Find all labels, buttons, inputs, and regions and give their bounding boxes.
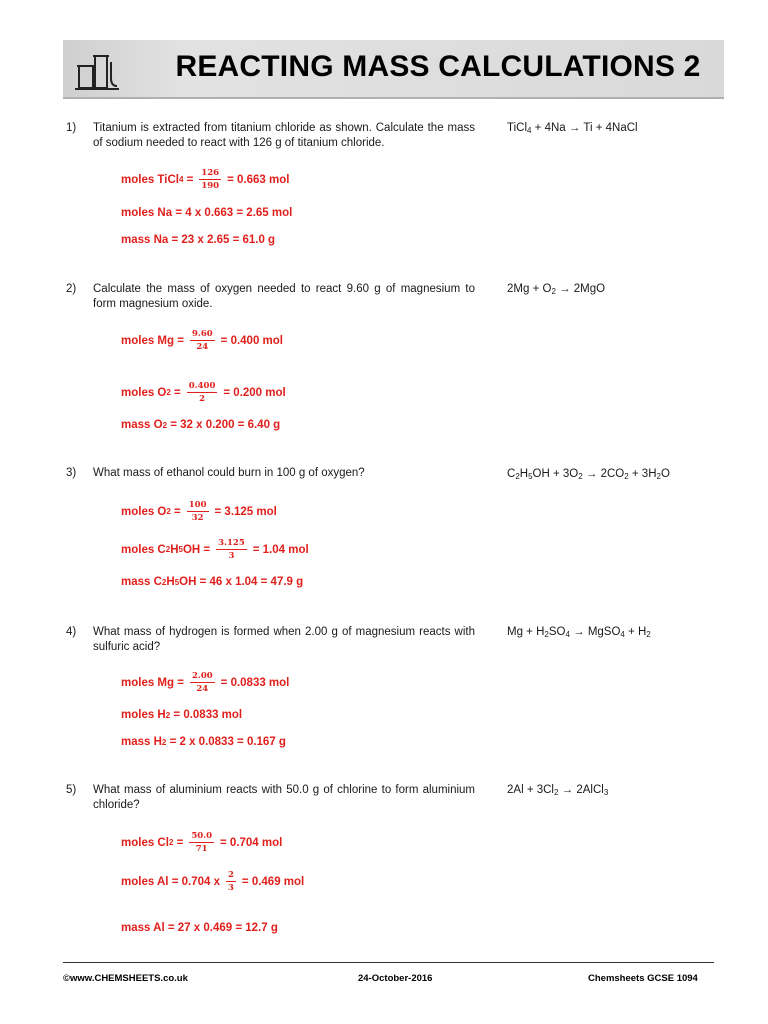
answer-line: moles Mg = $\frac{2.00}{24}$ = 0.0833 mol bbox=[121, 671, 290, 694]
page-title: REACTING MASS CALCULATIONS 2 bbox=[175, 50, 701, 83]
question-text: What mass of ethanol could burn in 100 g of oxygen? bbox=[93, 467, 365, 479]
answer-line: mass H 2 = 2 x 0.0833 = 0.167 g bbox=[121, 736, 286, 748]
answer-line: moles TiCl 4 = $\frac{126}{190}$ = 0.663 mol bbox=[121, 168, 290, 191]
answer-line: moles Al = 0.704 x $\frac{2}{3}$ = 0.469 mol bbox=[121, 870, 305, 893]
footer-divider bbox=[63, 962, 714, 963]
fraction: $\frac{3.125}{3}$ bbox=[218, 538, 245, 561]
chemical-equation: $Mg + H_2SO_4$ → MgSO$_4$ + $H_2$ bbox=[507, 626, 651, 639]
answer-line: moles H 2 = 0.0833 mol bbox=[121, 709, 243, 721]
footer-website: ©www.CHEMSHEETS.co.uk bbox=[63, 973, 188, 984]
chemical-equation: TiCl$_4$ + 4Na → Ti + 4NaCl bbox=[507, 122, 638, 135]
answer-line: moles C 2 H 5 OH = $\frac{3.125}{3}$ = 1.04 mol bbox=[121, 538, 309, 561]
answer-line: moles Mg = $\frac{9.60}{24}$ = 0.400 mol bbox=[121, 329, 283, 352]
answer-line: moles Na = 4 x 0.663 = 2.65 mol bbox=[121, 207, 293, 219]
question-number: 1) bbox=[66, 122, 77, 134]
answer-line: moles O 2 = $\frac{0.400}{2}$ = 0.200 mol bbox=[121, 381, 286, 404]
answer-line: moles Cl 2 = $\frac{50.0}{71}$ = 0.704 mol bbox=[121, 831, 283, 854]
fraction: $\frac{9.60}{24}$ bbox=[191, 329, 213, 352]
answer-line: mass O 2 = 32 x 0.200 = 6.40 g bbox=[121, 419, 281, 431]
question-text: What mass of hydrogen is formed when 2.00 g of magnesium reacts with sulfuric acid? bbox=[93, 626, 475, 653]
footer-date: 24-October-2016 bbox=[358, 973, 433, 984]
fraction: $\frac{2.00}{24}$ bbox=[191, 671, 213, 694]
lab-glassware-icon bbox=[73, 48, 121, 92]
fraction: $\frac{126}{190}$ bbox=[201, 168, 220, 191]
answer-line: mass Na = 23 x 2.65 = 61.0 g bbox=[121, 234, 276, 246]
chemical-equation: $2Mg + O_2 \to 2MgO$ bbox=[507, 283, 606, 296]
page-header bbox=[63, 40, 724, 99]
footer-reference: Chemsheets GCSE 1094 bbox=[588, 973, 698, 984]
question-number: 5) bbox=[66, 784, 77, 796]
chemical-equation: $2Al + 3Cl_2$ → 2AlCl$_3$ bbox=[507, 784, 609, 797]
fraction: $\frac{50.0}{71}$ bbox=[191, 831, 213, 854]
question-text: Calculate the mass of oxygen needed to react 9.60 g of magnesium to form magnesium oxide. bbox=[93, 283, 475, 310]
question-text: What mass of aluminium reacts with 50.0 g of chlorine to form aluminium chloride? bbox=[93, 784, 475, 811]
answer-line: mass Al = 27 x 0.469 = 12.7 g bbox=[121, 922, 278, 934]
answer-line: moles O 2 = $\frac{100}{32}$ = 3.125 mol bbox=[121, 500, 277, 523]
chemical-equation: $C_2H_5OH + 3O_2 \to 2CO_2 + 3H_2O$ bbox=[507, 468, 670, 481]
question-number: 3) bbox=[66, 467, 77, 479]
answer-line: mass C 2 H 5 OH = 46 x 1.04 = 47.9 g bbox=[121, 576, 304, 588]
fraction: $\frac{0.400}{2}$ bbox=[188, 381, 216, 404]
question-number: 4) bbox=[66, 626, 77, 638]
fraction: $\frac{100}{32}$ bbox=[188, 500, 207, 523]
fraction: $\frac{2}{3}$ bbox=[227, 870, 234, 893]
question-number: 2) bbox=[66, 283, 77, 295]
question-text: Titanium is extracted from titanium chloride as shown. Calculate the mass of sodium needed to react with 126 g of titanium chloride. bbox=[93, 122, 475, 149]
